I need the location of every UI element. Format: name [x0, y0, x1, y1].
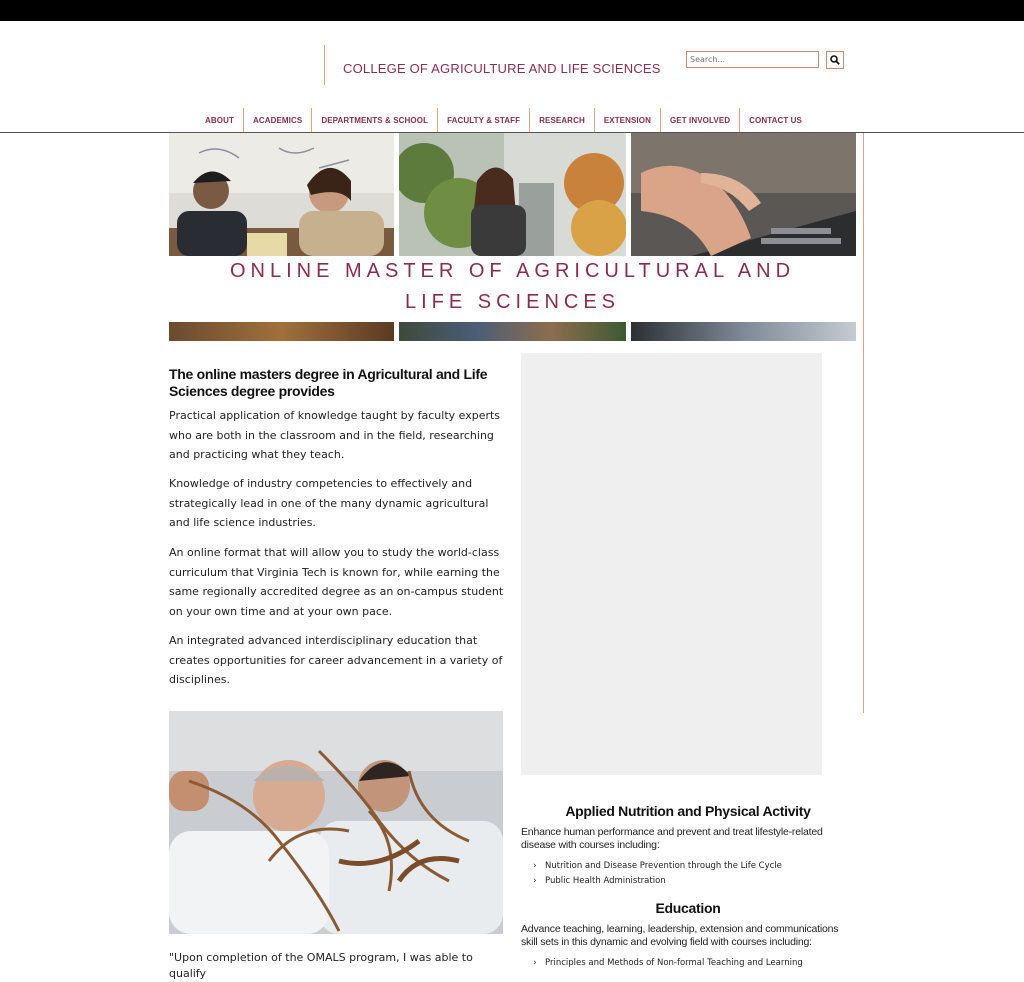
course-list-nutrition: [533, 859, 782, 889]
section-desc-nutrition: Enhance human performance and prevent and treat lifestyle-related disease with courses including:: [521, 826, 823, 851]
list-item: [533, 859, 782, 874]
hero-banner: [169, 133, 856, 341]
hero-photo-garden: [399, 133, 626, 256]
search-icon: [830, 55, 840, 65]
section-title-education: Education: [655, 900, 721, 916]
video-placeholder[interactable]: [521, 353, 822, 775]
course-name: Public Health Administration: [545, 876, 666, 886]
nav-extension[interactable]: EXTENSION: [594, 108, 660, 132]
hero-photo-strip-right: [631, 322, 856, 341]
nav-departments-school[interactable]: DEPARTMENTS & SCHOOL: [311, 108, 437, 132]
list-item: [533, 874, 782, 889]
right-rule: [863, 133, 864, 713]
testimonial-quote: "Upon completion of the OMALS program, I was able to qualify: [169, 951, 473, 980]
main-nav: [196, 108, 811, 132]
paragraph-industry: Knowledge of industry competencies to effectively and strategically lead in one of the many dynamic agricultural and life science industries.: [169, 477, 489, 529]
header-divider: [324, 45, 325, 85]
search-input[interactable]: [686, 51, 819, 68]
section-title-nutrition: Applied Nutrition and Physical Activity: [565, 803, 811, 819]
nav-about[interactable]: ABOUT: [205, 115, 234, 125]
hero-photo-keyboard: [631, 133, 856, 256]
chevron-right-icon: ›: [533, 958, 537, 968]
chevron-right-icon: ›: [533, 861, 537, 871]
hero-photo-strip-left: [169, 322, 394, 341]
nav-faculty-staff[interactable]: FACULTY & STAFF: [437, 108, 529, 132]
researchers-photo: [169, 711, 503, 934]
nav-contact-us[interactable]: CONTACT US: [739, 108, 811, 132]
course-name: Nutrition and Disease Prevention through the Life Cycle: [545, 861, 782, 871]
search-button[interactable]: [826, 51, 844, 69]
section-desc-education: Advance teaching, learning, leadership, extension and communications skill sets in this dynamic and evolving field with courses including:: [521, 923, 839, 948]
top-black-bar: [0, 0, 1024, 21]
nav-get-involved[interactable]: GET INVOLVED: [660, 108, 739, 132]
paragraph-online-format: An online format that will allow you to study the world-class curriculum that Virginia Tech is known for, while earning the same regionally accredited degree as an on-campus student on your own time and at your own pace.: [169, 546, 504, 618]
nav-research[interactable]: RESEARCH: [529, 108, 594, 132]
college-name[interactable]: COLLEGE OF AGRICULTURE AND LIFE SCIENCES: [343, 61, 661, 76]
hero-photo-strip-mid: [399, 322, 626, 341]
course-name: Principles and Methods of Non-formal Teaching and Learning: [545, 958, 803, 968]
intro-heading: The online masters degree in Agricultural and Life Sciences degree provides: [169, 366, 488, 399]
nav-academics[interactable]: ACADEMICS: [243, 108, 311, 132]
paragraph-practical: Practical application of knowledge taught by faculty experts who are both in the classroom and in the field, researching and practicing what they teach.: [169, 409, 501, 461]
hero-photo-students: [169, 133, 394, 256]
chevron-right-icon: ›: [533, 876, 537, 886]
hero-title-line1: ONLINE MASTER OF AGRICULTURAL AND: [229, 260, 796, 282]
hero-title-line2: LIFE SCIENCES: [404, 291, 621, 313]
paragraph-interdisciplinary: An integrated advanced interdisciplinary education that creates opportunities for career advancement in a variety of disciplines.: [169, 634, 503, 686]
